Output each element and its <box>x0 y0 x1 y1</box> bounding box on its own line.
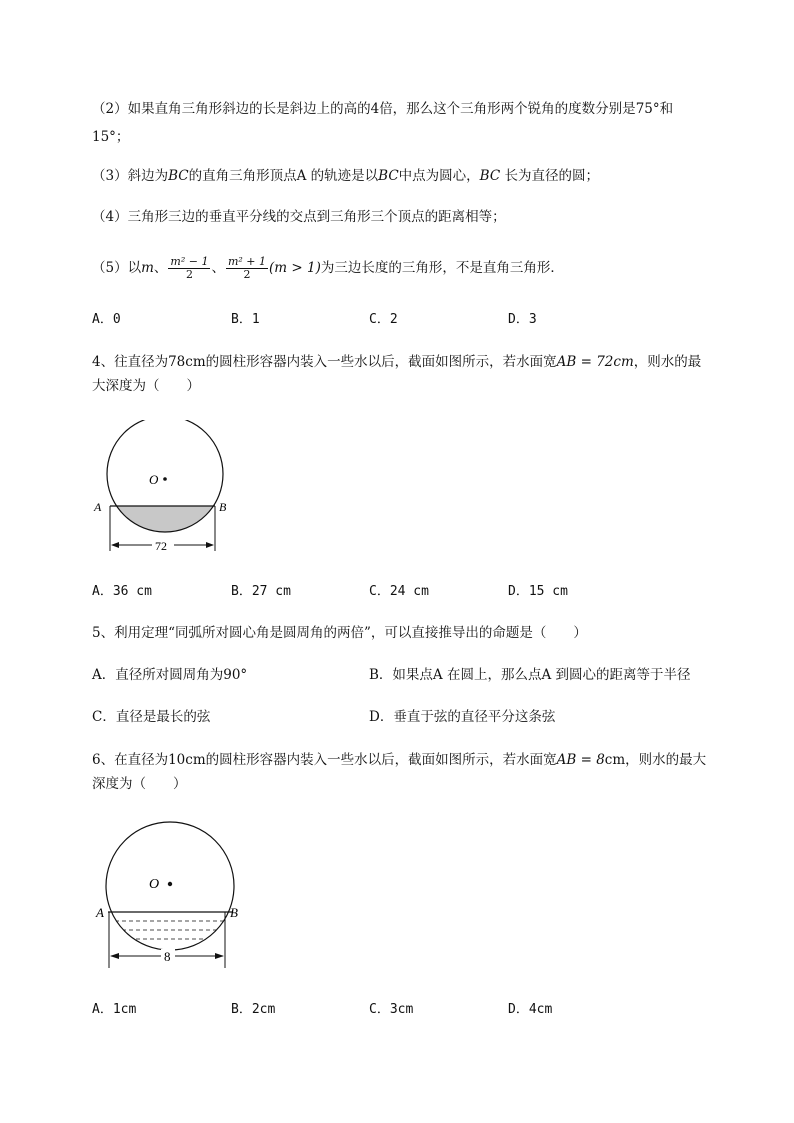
q3-item4-text: （4）三角形三边的垂直平分线的交点到三角形三个顶点的距离相等； <box>92 209 506 225</box>
q4-stem-line2 <box>92 376 200 396</box>
q6-stem-text-g: 深度为（ ） <box>92 776 187 792</box>
q5-option-a-text: A．直径所对圆周角为 <box>92 667 224 683</box>
q6-figure <box>88 818 248 978</box>
q3-item2-text-f: 15°； <box>92 129 130 145</box>
q6-dim-arrow-left <box>110 953 119 959</box>
q3-item4 <box>92 207 506 227</box>
q3-item2-line1 <box>92 99 673 119</box>
q3-option-b[interactable]: B．1 <box>231 312 260 327</box>
q3-item2-text-e: 和 <box>659 101 674 117</box>
q3-item3 <box>92 166 599 186</box>
q4-figure <box>88 420 238 560</box>
q4-stem-text-d: AB = 72cm <box>556 354 634 370</box>
q5-option-b-text-c: 在圆上，那么点 <box>446 667 542 683</box>
q5-option-b-text-a: B．如果点 <box>369 667 433 683</box>
q3-option-c[interactable]: C．2 <box>369 312 398 327</box>
q3-item3-bc2: BC <box>378 168 399 184</box>
q4-option-d[interactable]: D．15 cm <box>508 584 568 599</box>
q5-option-a[interactable] <box>92 665 247 685</box>
q3-item5-condition: (m > 1) <box>269 260 321 276</box>
q5-option-b-point-1: A <box>432 667 443 683</box>
q3-item3-bc1: BC <box>168 168 189 184</box>
q3-item2-text-d: 75° <box>635 101 660 117</box>
q4-center-point <box>163 477 167 481</box>
q3-option-a[interactable]: A．0 <box>92 312 121 327</box>
q6-dim-arrow-right <box>215 953 224 959</box>
q6-stem-text-f: ，则水的最大 <box>625 752 707 768</box>
q4-dim-label: 72 <box>155 539 167 553</box>
q3-item3-text-d: 中点为圆心， <box>398 168 480 184</box>
q6-center-label: O <box>149 877 160 892</box>
q3-item2-text-c: 倍，那么这个三角形两个锐角的度数分别是 <box>379 101 636 117</box>
q3-item3-A: A <box>296 168 307 184</box>
q5-option-b-point-2: A <box>541 667 552 683</box>
q5-option-b[interactable] <box>369 665 691 685</box>
q3-item5-fraction-1 <box>168 256 210 281</box>
q5-option-b-text-e: 到圆心的距离等于半径 <box>555 667 691 683</box>
q3-item3-text-b: 的直角三角形顶点 <box>188 168 297 184</box>
q6-stem-text-e: cm <box>604 752 626 768</box>
q5-stem <box>92 623 587 643</box>
q3-item5-m: m <box>141 260 154 276</box>
q3-item5 <box>92 256 564 281</box>
q5-option-c[interactable]: C．直径是最长的弦 <box>92 709 211 725</box>
q4-dim-arrow-right <box>206 542 214 548</box>
q3-item5-fraction-2-denominator: 2 <box>243 268 251 281</box>
q3-item5-text-b: 为三边长度的三角形，不是直角三角形． <box>320 260 564 276</box>
q4-stem-text-a: 4、往直径为 <box>92 354 169 370</box>
q3-item5-fraction-1-denominator: 2 <box>185 268 193 281</box>
q3-item5-sep2: 、 <box>211 260 225 276</box>
q4-option-b[interactable]: B．27 cm <box>231 584 291 599</box>
q6-stem-text-d: AB = 8 <box>556 752 605 768</box>
q3-item3-text-c: 的轨迹是以 <box>310 168 379 184</box>
q3-item5-fraction-1-numerator: m² − 1 <box>170 255 209 268</box>
q4-stem-text-c: 的圆柱形容器内装入一些水以后，截面如图所示，若水面宽 <box>205 354 557 370</box>
q6-option-d[interactable]: D．4cm <box>508 1002 553 1017</box>
q6-stem-line1 <box>92 750 706 770</box>
q4-option-a[interactable]: A．36 cm <box>92 584 152 599</box>
q3-option-d[interactable]: D．3 <box>508 312 537 327</box>
q6-dim-label: 8 <box>164 949 171 964</box>
q3-item2-text-b: 4 <box>370 101 380 117</box>
q5-option-d[interactable]: D．垂直于弦的直径平分这条弦 <box>369 709 556 725</box>
q6-center-point <box>168 882 172 886</box>
q6-option-c[interactable]: C．3cm <box>369 1002 414 1017</box>
q6-water-lines <box>108 921 232 939</box>
q3-item5-fraction-2 <box>226 256 268 281</box>
q4-stem-text-f: 大深度为（ ） <box>92 378 200 394</box>
q4-stem-text-e: ，则水的最 <box>633 354 702 370</box>
q3-item5-sep1: 、 <box>153 260 168 276</box>
q6-label-a: A <box>96 905 104 920</box>
q3-item2-text-a: （2）如果直角三角形斜边的长是斜边上的高的 <box>92 101 371 117</box>
q4-stem-line1 <box>92 352 701 372</box>
q3-item2-line2 <box>92 127 129 147</box>
q6-label-b: B <box>230 905 238 920</box>
q5-option-a-angle: 90° <box>223 667 248 683</box>
q4-dim-arrow-left <box>111 542 119 548</box>
q3-item3-text-a: （3）斜边为 <box>92 168 169 184</box>
q4-label-a: A <box>94 500 102 514</box>
q6-option-a[interactable]: A．1cm <box>92 1002 137 1017</box>
q6-stem-text-a: 6、在直径为 <box>92 752 169 768</box>
q4-label-b: B <box>219 500 227 514</box>
q4-stem-text-b: 78cm <box>168 354 206 370</box>
q3-item5-fraction-2-numerator: m² + 1 <box>227 255 267 268</box>
q6-stem-text-b: 10cm <box>168 752 206 768</box>
q4-option-c[interactable]: C．24 cm <box>369 584 429 599</box>
q3-item5-text-a: （5）以 <box>92 260 142 276</box>
q5-stem-text: 5、利用定理“同弧所对圆心角是圆周角的两倍”，可以直接推导出的命题是（ ） <box>92 625 587 641</box>
q6-option-b[interactable]: B．2cm <box>231 1002 276 1017</box>
q4-center-label: O <box>149 472 159 487</box>
q3-item3-text-e: 长为直径的圆； <box>504 168 599 184</box>
q3-item3-bc3: BC <box>479 168 501 184</box>
q6-stem-text-c: 的圆柱形容器内装入一些水以后，截面如图所示，若水面宽 <box>205 752 557 768</box>
q6-stem-line2 <box>92 774 187 794</box>
